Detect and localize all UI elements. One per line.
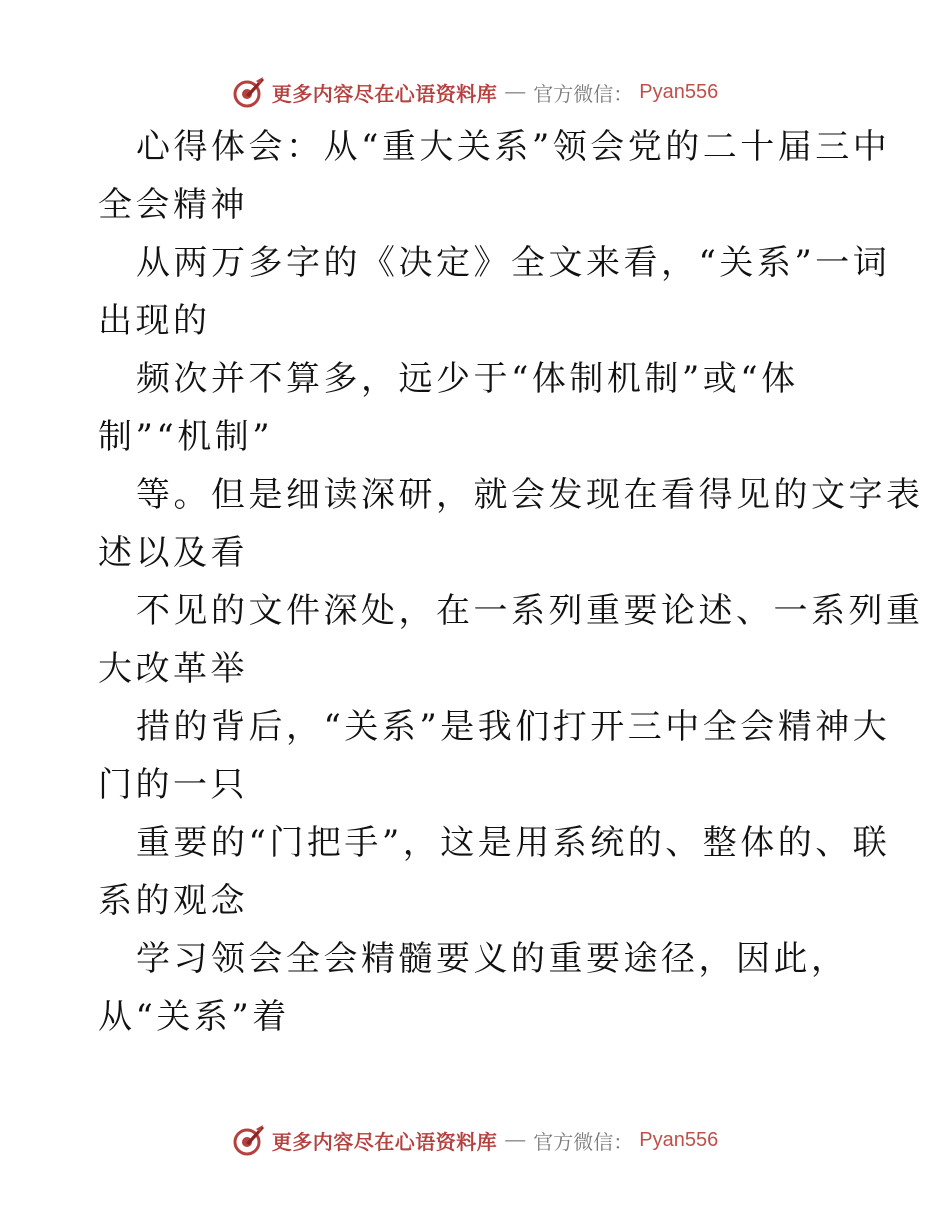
- paragraph-line: 措的背后，“关系”是我们打开三中全会精神大: [136, 707, 891, 747]
- paragraph: [98, 698, 891, 814]
- paragraph-line: 门的一只: [98, 765, 248, 805]
- page-footer: [0, 1120, 950, 1160]
- paragraph: [98, 814, 891, 930]
- footer-banner-title: 更多内容尽在心语资料库: [271, 1131, 498, 1154]
- header-banner-dash: —: [505, 80, 526, 103]
- page-header: [0, 72, 950, 112]
- paragraph: [98, 582, 924, 698]
- footer-banner: [232, 1123, 718, 1157]
- quill-pen-logo-icon: [232, 1123, 266, 1157]
- paragraph-line: 不见的文件深处，在一系列重要论述、一系列重: [136, 591, 924, 631]
- paragraph-line: 出现的: [98, 301, 211, 341]
- paragraph-line: 述以及看: [98, 533, 248, 573]
- header-banner-wechat-id: Pyan556: [639, 80, 719, 103]
- footer-banner-wechat-id: Pyan556: [639, 1128, 719, 1151]
- document-body: [98, 118, 924, 1046]
- header-banner-title: 更多内容尽在心语资料库: [271, 83, 498, 106]
- paragraph: [98, 466, 924, 582]
- paragraph-line: 从“关系”着: [98, 997, 290, 1037]
- paragraph-line: 大改革举: [98, 649, 248, 689]
- paragraph: [98, 350, 858, 466]
- footer-banner-wechat-label: 官方微信：: [533, 1131, 634, 1154]
- paragraph-line: 频次并不算多，远少于“体制机制”或“体: [136, 359, 799, 399]
- paragraph-line: 重要的“门把手”，这是用系统的、整体的、联: [136, 823, 891, 863]
- paragraph-line: 制”“机制”: [98, 417, 274, 457]
- paragraph: [98, 234, 891, 350]
- paragraph-line: 心得体会：从“重大关系”领会党的二十届三中: [136, 127, 891, 167]
- header-banner: [232, 75, 718, 109]
- footer-banner-dash: —: [505, 1128, 526, 1151]
- paragraph-line: 学习领会全会精髓要义的重要途径，因此，: [136, 939, 849, 979]
- quill-pen-logo-icon: [232, 75, 266, 109]
- paragraph-line: 等。但是细读深研，就会发现在看得见的文字表: [136, 475, 924, 515]
- paragraph-line: 从两万多字的《决定》全文来看，“关系”一词: [136, 243, 891, 283]
- paragraph-line: 系的观念: [98, 881, 248, 921]
- header-banner-wechat-label: 官方微信：: [533, 83, 634, 106]
- paragraph: [98, 930, 858, 1046]
- paragraph: [98, 118, 891, 234]
- paragraph-line: 全会精神: [98, 185, 248, 225]
